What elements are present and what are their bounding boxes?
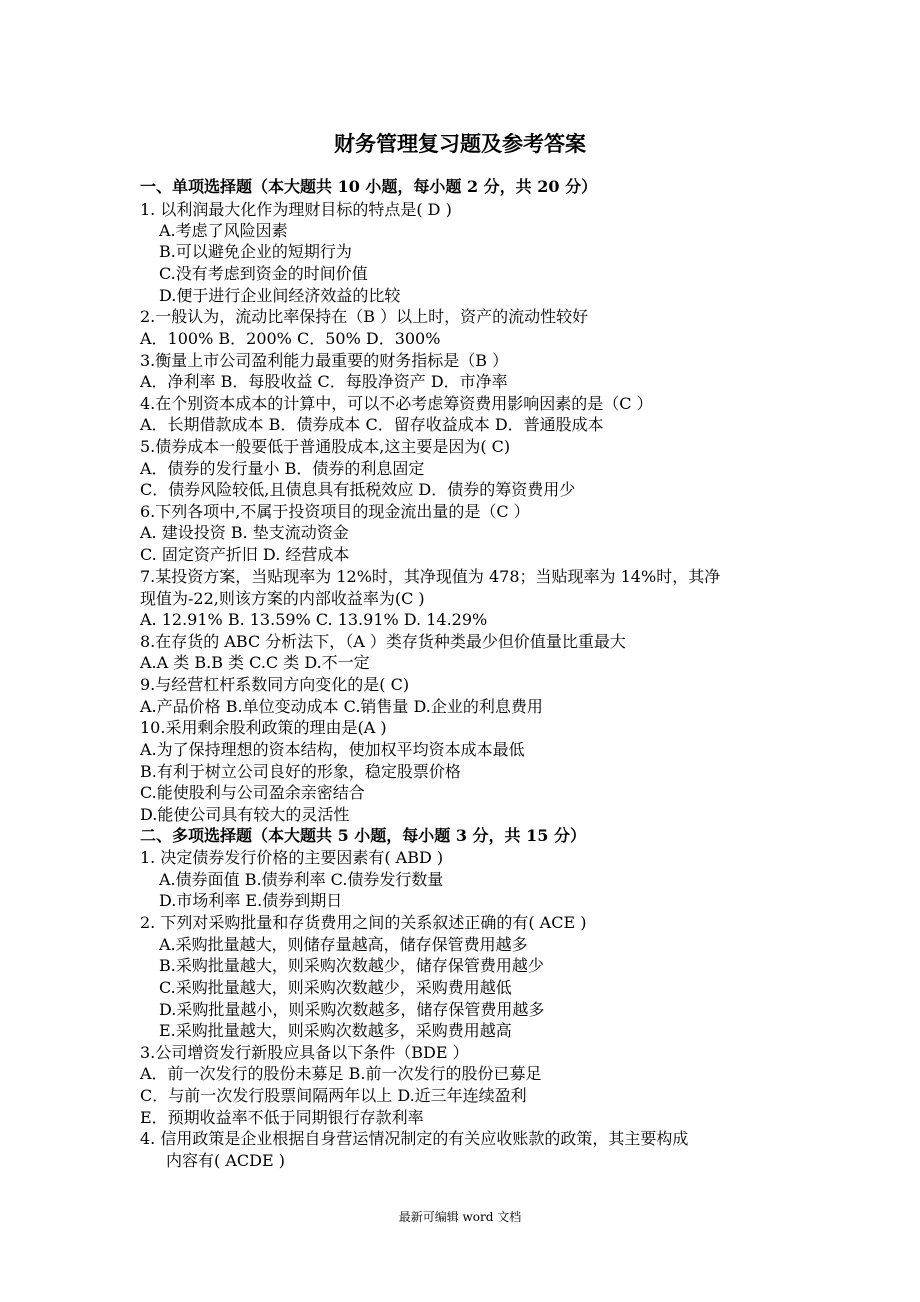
document-title: 财务管理复习题及参考答案 — [334, 131, 586, 156]
option-line: C．债券风险较低,且债息具有抵税效应 D．债券的筹资费用少 — [140, 480, 576, 499]
question-7: 7.某投资方案，当贴现率为 12%时，其净现值为 478；当贴现率为 14%时，其净 — [140, 567, 721, 586]
option-line: B.有利于树立公司良好的形象，稳定股票价格 — [140, 762, 461, 781]
option-line: A.产品价格 B.单位变动成本 C.销售量 D.企业的利息费用 — [140, 697, 543, 716]
section-1-heading: 一、单项选择题（本大题共 10 小题，每小题 2 分，共 20 分） — [140, 177, 598, 196]
question-10: 10.采用剩余股利政策的理由是(A ) — [140, 718, 387, 737]
option-line: A.A 类 B.B 类 C.C 类 D.不一定 — [140, 653, 370, 672]
option-line: D.便于进行企业间经济效益的比较 — [159, 286, 401, 305]
option-line: A．债券的发行量小 B．债券的利息固定 — [140, 459, 425, 478]
question-multi-3: 3.公司增资发行新股应具备以下条件（BDE ） — [140, 1043, 469, 1062]
option-line: A.采购批量越大，则储存量越高，储存保管费用越多 — [159, 935, 528, 954]
question-3: 3.衡量上市公司盈利能力最重要的财务指标是（B ） — [140, 351, 509, 370]
question-multi-4: 4. 信用政策是企业根据自身营运情况制定的有关应收账款的政策，其主要构成 — [140, 1129, 689, 1148]
option-line: A.考虑了风险因素 — [159, 221, 288, 240]
page-footer: 最新可编辑 word 文档 — [398, 1210, 522, 1224]
option-line: E．预期收益率不低于同期银行存款利率 — [140, 1108, 424, 1127]
question-8: 8.在存货的 ABC 分析法下，（A ）类存货种类最少但价值量比重最大 — [140, 632, 626, 651]
option-line: B.采购批量越大，则采购次数越少，储存保管费用越少 — [159, 956, 544, 975]
question-multi-4-continued: 内容有( ACDE ) — [166, 1151, 285, 1170]
option-line: D.能使公司具有较大的灵活性 — [140, 805, 350, 824]
option-line: A．前一次发行的股份未募足 B.前一次发行的股份已募足 — [140, 1064, 542, 1083]
option-line: A．净利率 B．每股收益 C．每股净资产 D．市净率 — [140, 372, 508, 391]
option-line: D.采购批量越小，则采购次数越多，储存保管费用越多 — [159, 1000, 545, 1019]
option-line: B.可以避免企业的短期行为 — [159, 242, 352, 261]
question-1: 1. 以利润最大化作为理财目标的特点是( D ) — [140, 200, 452, 219]
option-line: A. 建设投资 B. 垫支流动资金 — [140, 523, 349, 542]
question-multi-1: 1. 决定债券发行价格的主要因素有( ABD ) — [140, 848, 444, 867]
option-line: C.没有考虑到资金的时间价值 — [159, 264, 368, 283]
option-line: A. 12.91% B. 13.59% C. 13.91% D. 14.29% — [140, 610, 488, 629]
option-line: A.债券面值 B.债券利率 C.债券发行数量 — [159, 870, 444, 889]
question-multi-2: 2. 下列对采购批量和存货费用之间的关系叙述正确的有( ACE ) — [140, 913, 587, 932]
question-2: 2.一般认为，流动比率保持在（B ）以上时，资产的流动性较好 — [140, 307, 589, 326]
section-2-heading: 二、多项选择题（本大题共 5 小题，每小题 3 分，共 15 分） — [140, 826, 586, 845]
question-5: 5.债券成本一般要低于普通股成本,这主要是因为( C) — [140, 437, 511, 456]
question-4: 4.在个别资本成本的计算中，可以不必考虑筹资费用影响因素的是（C ） — [140, 394, 653, 413]
option-line: C.采购批量越大，则采购次数越少，采购费用越低 — [159, 978, 512, 997]
option-line: A．100% B．200% C．50% D．300% — [140, 329, 441, 348]
question-9: 9.与经营杠杆系数同方向变化的是( C) — [140, 675, 410, 694]
option-line: D.市场利率 E.债券到期日 — [159, 891, 343, 910]
option-line: C．与前一次发行股票间隔两年以上 D.近三年连续盈利 — [140, 1086, 527, 1105]
option-line: C.能使股利与公司盈余亲密结合 — [140, 783, 365, 802]
option-line: A.为了保持理想的资本结构，使加权平均资本成本最低 — [140, 740, 525, 759]
question-6: 6.下列各项中,不属于投资项目的现金流出量的是（C ） — [140, 502, 530, 521]
option-line: A．长期借款成本 B．债券成本 C．留存收益成本 D．普通股成本 — [140, 415, 604, 434]
option-line: C. 固定资产折旧 D. 经营成本 — [140, 545, 350, 564]
question-7-continued: 现值为-22,则该方案的内部收益率为(C ) — [140, 589, 425, 608]
option-line: E.采购批量越大，则采购次数越多，采购费用越高 — [159, 1021, 512, 1040]
